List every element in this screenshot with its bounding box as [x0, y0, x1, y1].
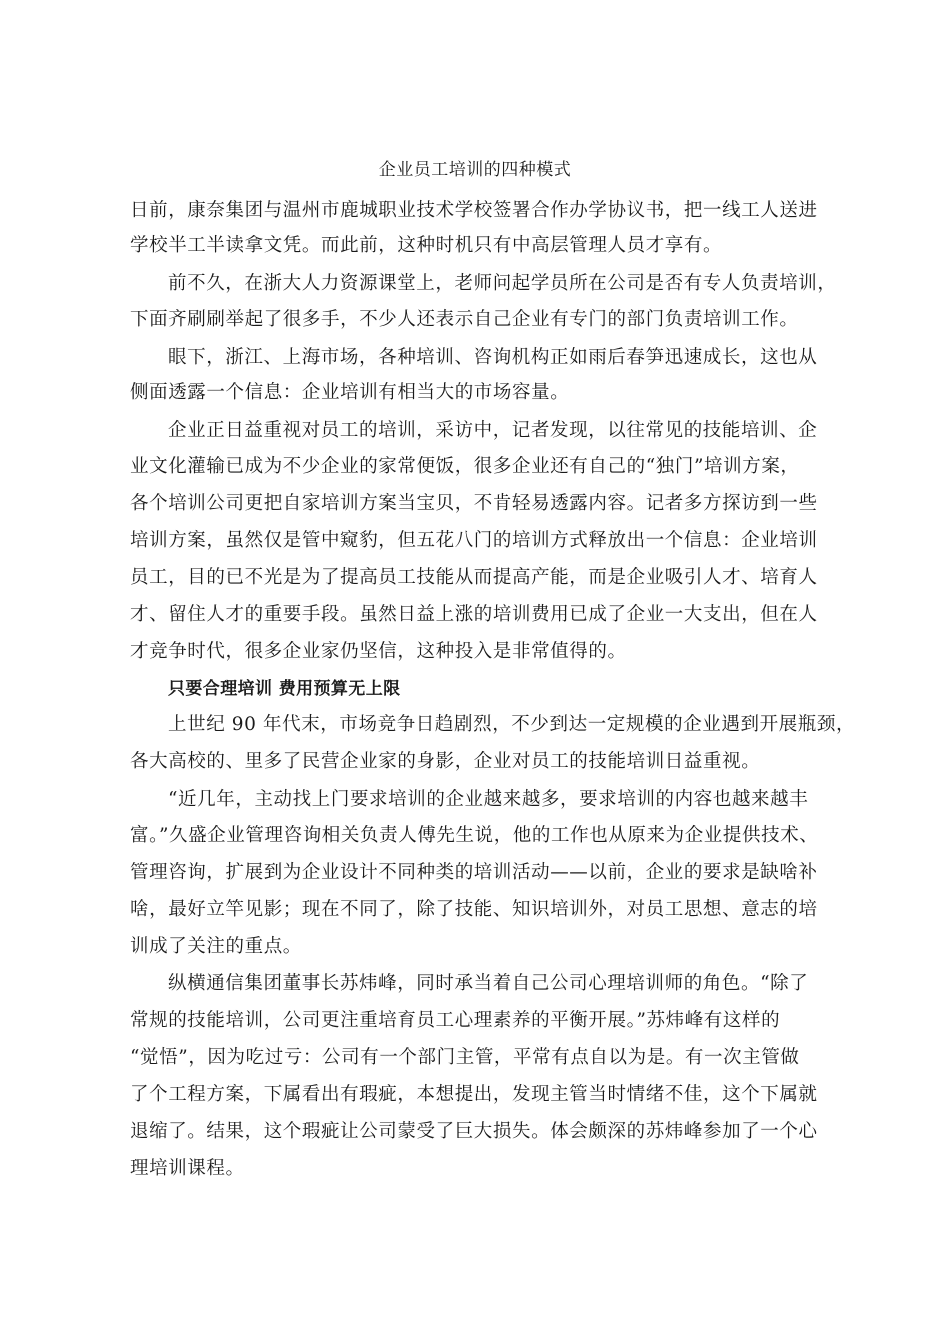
document-title: 企业员工培训的四种模式: [378, 160, 572, 180]
paragraph-line: 才、留住人才的重要手段。虽然日益上涨的培训费用已成了企业一大支出，但在人: [130, 604, 818, 625]
paragraph-line: 管理咨询，扩展到为企业设计不同种类的培训活动——以前，企业的要求是缺啥补: [130, 862, 818, 883]
paragraph-line: 训成了关注的重点。: [130, 936, 302, 957]
paragraph-line: 各个培训公司更把自家培训方案当宝贝，不肯轻易透露内容。记者多方探访到一些: [130, 493, 818, 514]
paragraph-line: “觉悟”，因为吃过亏：公司有一个部门主管，平常有点自以为是。有一次主管做: [130, 1047, 800, 1068]
paragraph-line: 日前，康奈集团与温州市鹿城职业技术学校签署合作办学协议书，把一线工人送进: [130, 200, 818, 221]
paragraph-line: 才竞争时代，很多企业家仍坚信，这种投入是非常值得的。: [130, 641, 627, 662]
paragraph-line: 各大高校的、里多了民营企业家的身影，企业对员工的技能培训日益重视。: [130, 751, 761, 772]
paragraph-line: 前不久，在浙大人力资源课堂上，老师问起学员所在公司是否有专人负责培训，: [168, 273, 837, 294]
paragraph-line: 业文化灌输已成为不少企业的家常便饭，很多企业还有自己的“独门”培训方案，: [130, 456, 800, 477]
paragraph-line: 理培训课程。: [130, 1158, 245, 1179]
paragraph-line: “近几年，主动找上门要求培训的企业越来越多，要求培训的内容也越来越丰: [168, 789, 809, 810]
paragraph-line: 了个工程方案，下属看出有瑕疵，本想提出，发现主管当时情绪不佳，这个下属就: [130, 1084, 818, 1105]
paragraph-line: 企业正日益重视对员工的培训，采访中，记者发现，以往常见的技能培训、企: [168, 420, 818, 441]
section-heading: 只要合理培训 费用预算无上限: [168, 679, 401, 699]
paragraph-line: 啥，最好立竿见影；现在不同了，除了技能、知识培训外，对员工思想、意志的培: [130, 899, 818, 920]
paragraph-line: 下面齐刷刷举起了很多手，不少人还表示自己企业有专门的部门负责培训工作。: [130, 309, 799, 330]
paragraph-line: 侧面透露一个信息：企业培训有相当大的市场容量。: [130, 382, 570, 403]
paragraph-line: 纵横通信集团董事长苏炜峰，同时承当着自己公司心理培训师的角色。“除了: [168, 973, 809, 994]
paragraph-line: 眼下，浙江、上海市场，各种培训、咨询机构正如雨后春笋迅速成长，这也从: [168, 347, 818, 368]
paragraph-line: 退缩了。结果，这个瑕疵让公司蒙受了巨大损失。体会颇深的苏炜峰参加了一个心: [130, 1121, 818, 1142]
paragraph-line: 员工，目的已不光是为了提高员工技能从而提高产能，而是企业吸引人才、培育人: [130, 567, 818, 588]
paragraph-line: 学校半工半读拿文凭。而此前，这种时机只有中高层管理人员才享有。: [130, 235, 723, 256]
paragraph-line: 富。”久盛企业管理咨询相关负责人傅先生说，他的工作也从原来为企业提供技术、: [130, 825, 819, 846]
paragraph-line: 常规的技能培训，公司更注重培育员工心理素养的平衡开展。”苏炜峰有这样的: [130, 1010, 781, 1031]
paragraph-line: 上世纪 90 年代末，市场竞争日趋剧烈，不少到达一定规模的企业遇到开展瓶颈，: [168, 714, 856, 735]
paragraph-line: 培训方案，虽然仅是管中窥豹，但五花八门的培训方式释放出一个信息：企业培训: [130, 530, 818, 551]
